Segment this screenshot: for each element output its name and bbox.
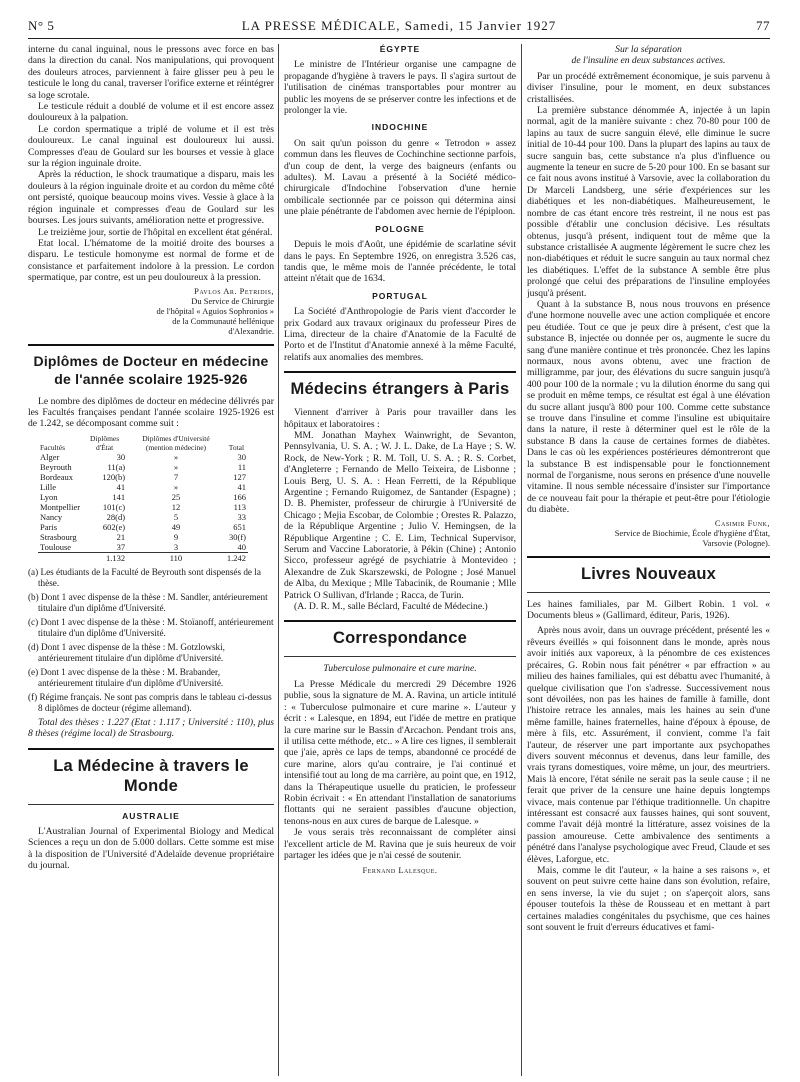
article-title-line1: Sur la séparation xyxy=(615,44,682,55)
paragraph: Le ministre de l'Intérieur organise une campagne de propagande d'hygiène à travers le pays. Il s'agira surtout de l'utilisation de cinémas transportables pour montrer au public les moyens de se préserver contre les infections et de prolonger la vie. xyxy=(284,59,516,117)
table-row: Paris 602(e) 49 651 xyxy=(40,521,246,532)
subheading-portugal: PORTUGAL xyxy=(372,290,428,301)
paragraph: Je vous serais très reconnaissant de compléter ainsi l'excellent article de M. Ravina que je suis heureux de voir partager les idées que je n'ai cessé de soutenir. xyxy=(284,827,516,861)
table-row: Montpellier 101(c) 12 113 xyxy=(40,501,246,512)
section-title-etrangers: Médecins étrangers à Paris xyxy=(290,380,510,399)
issue-number: N° 5 xyxy=(28,18,55,33)
table-row: Lille 41 » 41 xyxy=(40,481,246,492)
section-rule xyxy=(28,804,274,805)
paragraph: Viennent d'arriver à Paris pour travailler dans les hôpitaux et laboratoires : xyxy=(284,407,516,430)
subheading-egypte: ÉGYPTE xyxy=(379,44,421,54)
paragraph: Après nous avoir, dans un ouvrage précédent, présenté les « rêveurs éveillés » qui foisonnent dans le monde, après nous avoir initiés aux vaporeux, à la pénombre de ces existences précaires, G. Robin nous fait pénétrer « par effraction » au milieu des haines familiales, qui est débattu avec l'humanité, à quelque civilisation que l'on s'adresse. Successivement nous sont dévoilées, non pas les haines de famille à famille, dont l'histoire retrace les annales, mais les haines au sein d'une même famille, haines fraternelles, haine d'époux à épouse, de mère à fils, etc. Assurément, il convient, comme l'a fait l'auteur, de réserver une part importante aux psychopathes divers souvent méconnus et devenus, dans leur famille, des vrais tyrans domestiques, voire même, un jour, des meurtriers. Mais là encore, l'état sénile ne serait pas la seule cause ; il ne ferait que priver de la censure une haine depuis longtemps vivace, mais contenue par l'éthique traditionnelle. Un chapitre intéressant est consacré aux fausses haines, qui sont souvent, comme l'avait déjà montré la littérature, assez voisines de la passion amoureuse. Cette ambivalence des sentiments a pénétré dans l'analyse psychologique avec Freud, Claude et ses élèves, Laforgue, etc. xyxy=(527,625,770,865)
table-row: Strasbourg 21 9 30(f) xyxy=(40,531,246,542)
table-row: Toulouse 37 3 40 xyxy=(40,541,246,552)
column-divider xyxy=(521,44,522,1076)
column-header: Diplômes d'État xyxy=(90,433,120,452)
column-2 xyxy=(284,44,516,1076)
header-rule xyxy=(28,38,770,39)
subheading-australie: AUSTRALIE xyxy=(122,810,180,821)
section-rule xyxy=(28,748,274,750)
paragraph: Depuis le mois d'Août, une épidémie de scarlatine sévit dans le pays. En Septembre 1926, on enregistra 3.526 cas, tandis que, le même mois de l'année précédente, le total atteint n'était que de 1634. xyxy=(284,239,516,285)
column-header: Diplômes d'Université (mention médecine) xyxy=(142,433,210,452)
book-heading: Les haines familiales, par M. Gilbert Robin. 1 vol. « Documents bleus » (Gallimard, éditeur, Paris, 1926). xyxy=(527,598,770,622)
footnote: (b) Dont 1 avec dispense de la thèse : M. Sandler, antérieurement titulaire d'un diplôme d'Université. xyxy=(28,591,268,613)
paragraph: Par un procédé extrêmement économique, je suis parvenu à diviser l'insuline, pour le moment, en deux substances cristallisées. xyxy=(527,70,770,105)
section-title-diplomes: Diplômes de Docteur en médecine de l'année scolaire 1925-926 xyxy=(33,352,269,387)
section-rule xyxy=(28,344,274,346)
paragraph: Le testicule réduit a doublé de volume et il est encore assez douloureux à la palpation. xyxy=(28,101,274,124)
paragraph: Mais, comme le dit l'auteur, « la haine a ses raisons », et souvent on peut suivre cette haine dans son évolution, refaire, en sens inverse, la vie du sujet ; on s'aperçoit alors, sans épouser toutefois la thèse de Rousseau et en mettant à part certaines maladies congénitales du psychisme, que ces haines sont souvent le fruit d'erreurs éducatives et fami- xyxy=(527,865,770,934)
page-number: 77 xyxy=(756,18,770,33)
section-title-livres: Livres Nouveaux xyxy=(580,564,717,583)
section-title-correspondance: Correspondance xyxy=(333,629,467,648)
paragraph: interne du canal inguinal, nous le pressons avec force en bas dans la direction du canal. Nos manipulations, qui provoquent des douleurs atroces, parviennent à faire glisser peu à peu le testicule le long du canal, traverser l'orifice externe et réintégrer sa loge scrotale. xyxy=(28,44,274,101)
paragraph: L'Australian Journal of Experimental Biology and Medical Sciences a reçu un don de 5.000 dollars. Cette somme est mise à la disposition de l'Université d'Adelaïde devenue propriétaire du journal. xyxy=(28,825,274,872)
subheading-tuberculose: Tuberculose pulmonaire et cure marine. xyxy=(323,663,477,675)
article-title-line2: de l'insuline en deux substances actives. xyxy=(571,55,726,67)
table-row: Bordeaux 120(b) 7 127 xyxy=(40,471,246,482)
table-row: Alger 30 » 30 xyxy=(40,451,246,462)
table-row: Nancy 28(d) 5 33 xyxy=(40,511,246,522)
paragraph: On sait qu'un poisson du genre « Tetrodon » assez commun dans les fleuves de Cochinchine sectionne parfois, d'un coup de dent, la verge des baigneurs (enfants ou adultes). M. Lavau a présenté à la Société médico-chirurgicale d'Indochine l'observation d'une hernie ombilicale sectionnée par ce poisson qui détermina ainsi une plaie pénétrante de l'abdomen avec hernie de l'épiploon. xyxy=(284,137,516,218)
column-divider xyxy=(278,44,279,1076)
paragraph: Quant à la substance B, nous nous trouvons en présence d'une hormone nouvelle avec une action compliquée et encore peu étudiée. Tout ce que je peux dire à présent, c'est que la substance B, injectée ou donnée per os, augmente le sucre du sang d'une manière continue et très prononcée. Chez les lapins normaux, nous avons obtenu, avec une fraction de milligramme, par jour, des élévations du sucre sanguin jusqu'à 400 pour 100 de la normale ; vu la dilution énorme du sang qui se produit en même temps, ce résultat est égal à une élévation du sucre allant jusqu'à 800 pour 100. Comme cette substance se trouve dans l'insuline et comme l'insuline est ubiquitaire dans la nature, il reste à déterminer quel est le rôle de la substance B dans la cause de certaines formes de diabètes. Dans le cas où les expériences postérieures démontreront que la substance B est indispensable pour le fonctionnement normal de l'organisme, nous serons en présence d'une nouvelle vitamine. Il nous semble nécessaire d'insister sur l'importance de ce nouveau fait pour la thérapie et peut-être pour l'étiologie du diabète. xyxy=(527,298,770,516)
section-rule xyxy=(527,592,770,593)
footnote: (e) Dont 1 avec dispense de la thèse : M. Brabander, antérieurement titulaire d'un diplôme d'Université. xyxy=(28,666,224,688)
paragraph: Etat local. L'hématome de la moitié droite des bourses a disparu. Le testicule homonyme est normal de forme et de consistance et parfaitement indolore à la pression. Le cordon spermatique, par contre, est un peu douloureux à la pression. xyxy=(28,237,274,284)
column-header: Facultés xyxy=(40,442,65,452)
author-signature: Pavlos Ar. Petridis, Du Service de Chirurgie de l'hôpital « Aguios Sophronios » de la Communauté hellénique d'Alexandrie. xyxy=(156,285,274,336)
footnote: (f) Régime français. Ne sont pas compris dans le tableau ci-dessus 8 diplômes de docteur (régime allemand). xyxy=(28,691,272,713)
table-row: Beyrouth 11(a) » 11 xyxy=(40,461,246,472)
paragraph: Le treizième jour, sortie de l'hôpital en excellent état général. xyxy=(38,226,273,238)
total-line: Total des thèses : 1.227 (Etat : 1.117 ; Université : 110), plus 8 thèses (régime local) de Strasbourg. xyxy=(28,716,274,740)
column-header: Total xyxy=(228,442,245,452)
section-rule xyxy=(527,556,770,558)
author-signature: Fernand Lalesque. xyxy=(362,865,438,876)
footnote: (d) Dont 1 avec dispense de la thèse : M. Gotzlowski, antérieurement titulaire d'un diplôme d'Université. xyxy=(28,641,225,663)
table-row: Lyon 141 25 166 xyxy=(40,491,246,502)
table-total-row: 1.132 110 1.242 xyxy=(38,552,248,563)
footnote: (c) Dont 1 avec dispense de la thèse : M. Stoïanoff, antérieurement titulaire d'un diplôme d'Université. xyxy=(28,616,274,638)
section-rule xyxy=(284,620,516,622)
footnote: (a) Les étudiants de la Faculté de Beyrouth sont dispensés de la thèse. xyxy=(28,566,261,588)
paragraph: (A. D. R. M., salle Béclard, Faculté de Médecine.) xyxy=(294,601,488,613)
section-title-monde: La Médecine à travers le Monde xyxy=(53,756,249,795)
subheading-indochine: INDOCHINE xyxy=(371,122,429,133)
column-3 xyxy=(527,44,770,1076)
paragraph: Le nombre des diplômes de docteur en médecine délivrés par les Facultés françaises pendant l'année scolaire 1925-1926 est de 1.242, se décomposant comme suit : xyxy=(28,395,274,430)
diplomas-table xyxy=(38,434,248,563)
paragraph: Après la réduction, le shock traumatique a disparu, mais les douleurs à la région inguinale droite et au cordon du même côté ont persisté, quoique beaucoup moins vives. Vessie à glace à la région inguinale et compresses d'eau de Goulard sur les bourses. Les jours suivants, amélioration nette et progressive. xyxy=(28,169,274,227)
table-header-row xyxy=(38,434,248,452)
paragraph: La première substance dénommée A, injectée à un lapin normal, agit de la manière suivante : chez 70-80 pour 100 de lapins au taux de sucre sanguin élevé, elle diminue le sucre initial de 10-44 pour 100. Dans la plupart des lapins au taux de sucre sanguin bas, cette substance n'a plus d'influence ou augmente la teneur en sucre de 5-20 pour 100. En se basant sur ce fait nous avons institué à Varsovie, avec la collaboration du Dr Marceli Landsberg, une série d'expériences sur les diabétiques et les non-diabétiques. Malheureusement, le nombre de cas étant encore très restreint, il ne nous est pas possible d'établir une conclusion décisive. Les résultats obtenus, jusqu'à présent, indiquent tout de même que la substance cristallisée A augmente légèrement le sucre chez les non-diabétiques et réduit le sucre sanguin au taux normal chez les diabétiques. L'effet de la substance A semble être plus prolongé que celui des préparations de l'insuline employées jusqu'à présent. xyxy=(527,105,770,299)
journal-title: LA PRESSE MÉDICALE, Samedi, 15 Janvier 1927 xyxy=(241,18,557,33)
page-header xyxy=(28,18,770,38)
subheading-pologne: POLOGNE xyxy=(375,223,425,234)
paragraph: Le cordon spermatique a triplé de volume et il est très douloureux. Le canal inguinal est douloureux lui aussi. Compresses d'eau de Goulard sur les bourses et vessie à glace sur la région inguinale droite. xyxy=(28,123,274,170)
paragraph: La Société d'Anthropologie de Paris vient d'accorder le prix Godard aux travaux originaux du professeur Pires de Lima, directeur de la chaire d'Anatomie de la Faculté de Porto et de l'Institut d'Anatomie annexé à la même Faculté, relatifs aux anomalies des membres. xyxy=(284,306,516,363)
author-signature: Casimir Funk, Service de Biochimie, École d'hygiène d'État, Varsovie (Pologne). xyxy=(614,517,770,548)
section-rule xyxy=(284,371,516,373)
section-rule xyxy=(284,656,516,657)
paragraph: MM. Jonathan Mayhex Wainwright, de Sevanton, Pennsylvania, U. S. A. ; W. J. L. Dake, de La Haye ; S. W. Rock, de New-York ; R. M. Toll, U. S. A. ; R. S. Corbet, d'Angleterre ; Fernando de Mello Teixeira, de Lisbonne ; Louis Berg, U. S. A. : Hean Ferretti, de la République Argentine ; Fernando Ruigomez, de Santander (Espagne) ; D. B. Phemister, professeur de chirurgie à l'Université de Chicago ; Mejia Escobar, de Colombie ; Orestes R. Palazzo, de la République Argentine ; Julio V. Hemingsen, de la République Argentine ; C. E. Lim, Technical Supervisor, Serum and Vaccine Laboratorie, à Pékin (Chine) ; Antonio Sicco, professeur agrégé de psychiatrie à Montevideo ; Alexandre de Zuk Skarszewski, de Pologne ; José Manuel de Alba, du Mexique ; Mlle Tabacinik, de Roumanie ; Mlle Patrick O Sullivan, d'Irlande ; Racca, de Turin. xyxy=(284,429,516,601)
paragraph: La Presse Médicale du mercredi 29 Décembre 1926 publie, sous la signature de M. A. Ravina, un article intitulé : « Tuberculose pulmonaire et cure marine ». L'auteur y écrit : « Lalesque, en 1894, eut l'idée de mettre en pratique la cure marine sur le Bassin d'Arcachon. Pendant trois ans, il utilisa cette méthode, etc.. » A lire ces lignes, il semblerait que j'aie, après ce laps de temps, abandonné ce procédé de cure marine, alors qu'au contraire, je l'ai continué et intensifié tout au long de ma carrière, au point que, en 1912, dans la Thérapeutique usuelle du praticien, le professeur Robin écrivait : « En attendant l'installation de sanatoriums flottants qui ne seraient passibles d'aucune objection, tenons-nous en aux cures de barque de Lalesque. » xyxy=(284,678,516,827)
column-1 xyxy=(28,44,274,1076)
